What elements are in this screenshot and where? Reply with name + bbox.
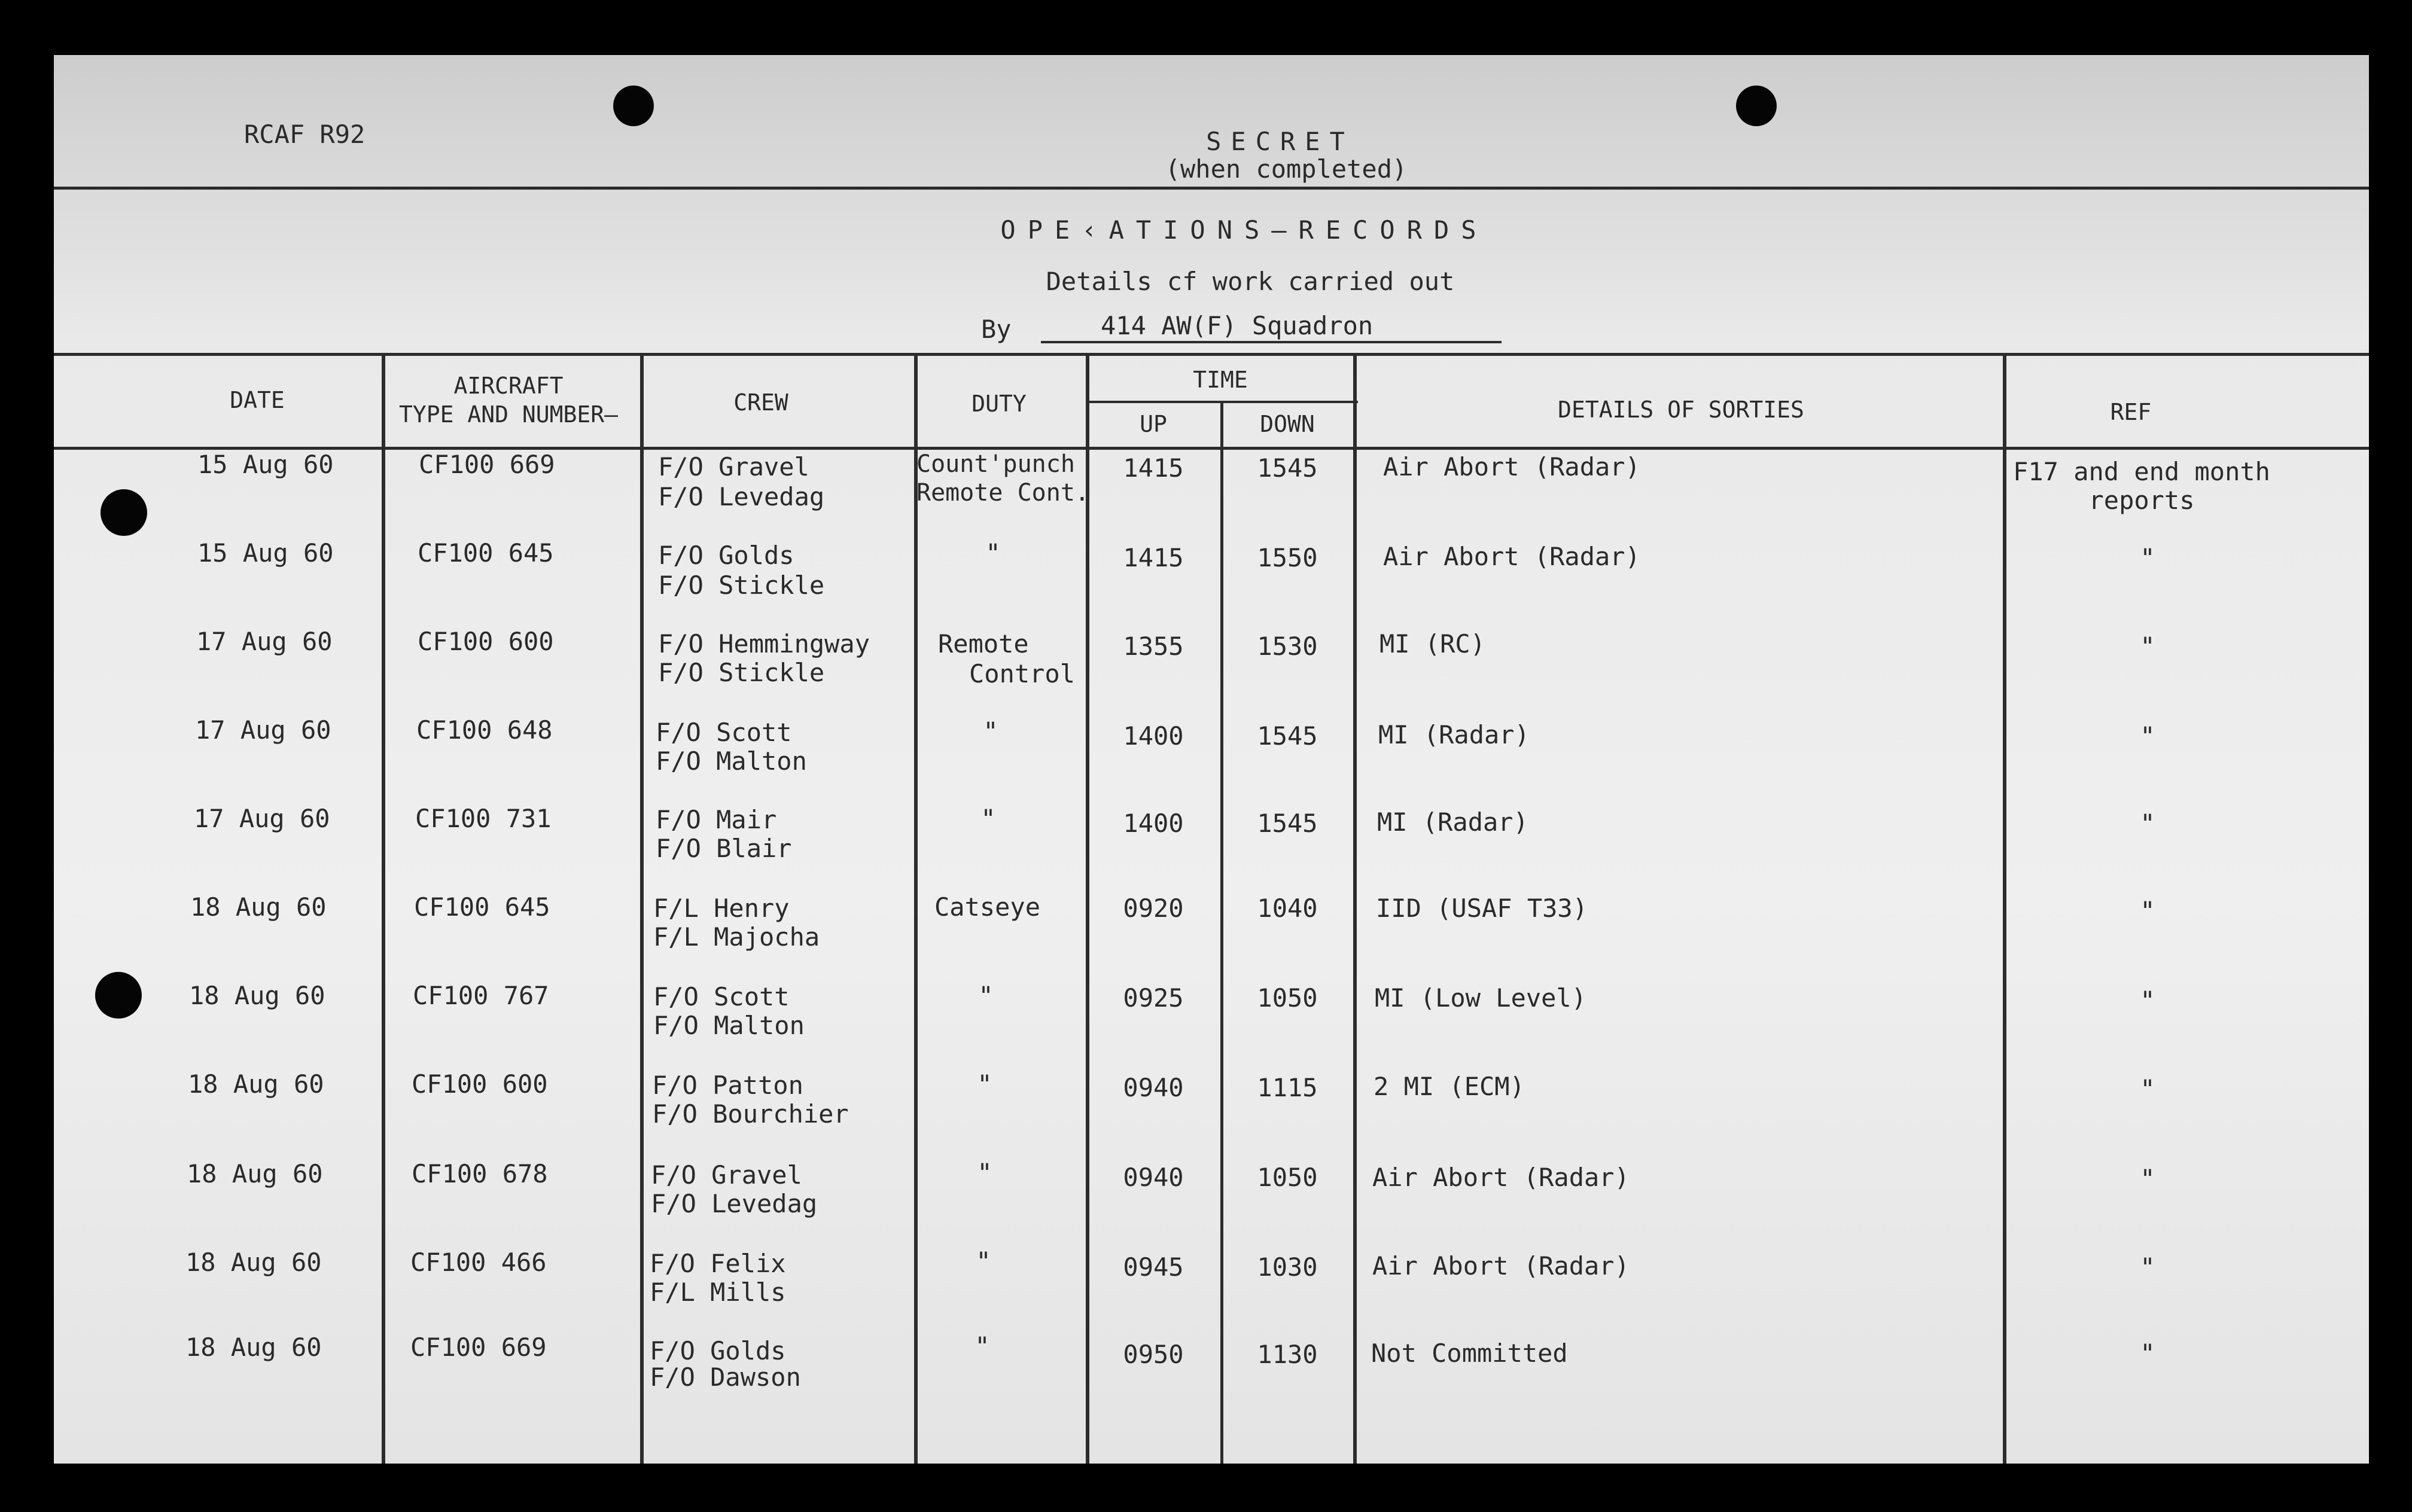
col-up: UP xyxy=(1140,411,1167,437)
cell-crew-1: F/O Scott xyxy=(653,982,790,1011)
punch-hole-icon xyxy=(95,972,142,1019)
cell-date: 17 Aug 60 xyxy=(195,715,331,745)
cell-ref: F17 and end month xyxy=(2013,457,2270,486)
cell-up: 1400 xyxy=(1123,721,1184,751)
form-subtitle: Details cf work carried out xyxy=(1046,267,1455,296)
col-ref: REF xyxy=(2110,399,2152,425)
table-row xyxy=(54,800,2369,889)
cell-aircraft: CF100 466 xyxy=(410,1248,547,1277)
cell-ref: " xyxy=(2140,1252,2155,1282)
cell-down: 1040 xyxy=(1257,894,1318,923)
punch-hole-icon xyxy=(1736,86,1777,126)
cell-details: MI (Low Level) xyxy=(1375,983,1587,1013)
cell-crew-1: F/O Felix xyxy=(650,1249,786,1278)
cell-down: 1030 xyxy=(1257,1252,1318,1282)
cell-date: 18 Aug 60 xyxy=(189,981,325,1010)
table-row xyxy=(54,1243,2369,1330)
form-title: OPE‹ATIONS–RECORDS xyxy=(1000,215,1488,245)
punch-hole-icon xyxy=(100,489,147,536)
table-row xyxy=(54,1330,2369,1420)
cell-date: 17 Aug 60 xyxy=(196,627,333,656)
cell-crew-2: F/O Stickle xyxy=(658,658,825,687)
cell-crew-2: F/O Dawson xyxy=(650,1362,801,1392)
cell-ref: " xyxy=(2140,896,2155,925)
cell-duty-1: " xyxy=(985,538,1001,568)
cell-crew-2: F/O Levedag xyxy=(658,482,825,511)
cell-crew-2: F/O Stickle xyxy=(658,571,825,600)
classification-note: (when completed) xyxy=(1165,154,1408,184)
time-subrule xyxy=(1089,401,1358,403)
cell-up: 0920 xyxy=(1123,894,1184,923)
cell-details: Not Committed xyxy=(1371,1339,1568,1368)
cell-crew-1: F/O Patton xyxy=(652,1071,803,1100)
col-date: DATE xyxy=(230,387,285,413)
cell-aircraft: CF100 645 xyxy=(414,892,550,922)
cell-down: 1050 xyxy=(1257,983,1318,1013)
cell-duty-1: " xyxy=(974,1331,990,1361)
cell-crew-2: F/O Malton xyxy=(653,1011,805,1040)
cell-up: 1415 xyxy=(1123,453,1184,483)
cell-down: 1115 xyxy=(1257,1073,1318,1102)
cell-duty-1: " xyxy=(977,1069,992,1099)
cell-duty-1: " xyxy=(976,1246,991,1276)
cell-crew-1: F/O Hemmingway xyxy=(658,629,870,659)
cell-aircraft: CF100 648 xyxy=(416,715,553,745)
cell-crew-1: F/O Mair xyxy=(656,805,777,834)
cell-duty-1: " xyxy=(977,1158,992,1187)
cell-ref: " xyxy=(2140,721,2155,751)
cell-details: Air Abort (Radar) xyxy=(1383,452,1640,481)
cell-date: 18 Aug 60 xyxy=(188,1069,324,1099)
cell-ref: " xyxy=(2140,986,2155,1015)
table-row xyxy=(54,977,2369,1066)
cell-down: 1550 xyxy=(1257,543,1318,572)
cell-duty-1: Remote xyxy=(938,629,1029,659)
cell-aircraft: CF100 600 xyxy=(418,627,554,656)
cell-crew-2: F/O Blair xyxy=(656,834,792,863)
cell-ref: " xyxy=(2140,632,2155,661)
cell-crew-1: F/O Golds xyxy=(650,1336,786,1365)
cell-date: 15 Aug 60 xyxy=(197,450,334,479)
table-row xyxy=(54,535,2369,623)
cell-details: Air Abort (Radar) xyxy=(1383,542,1640,571)
cell-aircraft: CF100 731 xyxy=(415,804,552,833)
cell-crew-2: F/O Levedag xyxy=(651,1189,818,1218)
cell-ref: " xyxy=(2140,1339,2155,1368)
cell-aircraft: CF100 645 xyxy=(418,538,554,568)
cell-up: 0945 xyxy=(1123,1252,1184,1282)
cell-duty-1: " xyxy=(978,981,994,1010)
table-row xyxy=(54,1066,2369,1154)
cell-down: 1545 xyxy=(1257,809,1318,838)
table-top-rule xyxy=(54,353,2369,356)
cell-crew-2: F/L Majocha xyxy=(653,922,820,952)
cell-aircraft: CF100 669 xyxy=(419,450,555,479)
table-row xyxy=(54,889,2369,977)
squadron-underline xyxy=(1041,341,1502,343)
cell-up: 1400 xyxy=(1123,809,1184,838)
col-aircraft-sub: TYPE AND NUMBER– xyxy=(398,401,619,428)
cell-details: MI (Radar) xyxy=(1377,807,1528,837)
header-rule xyxy=(54,187,2369,190)
cell-crew-1: F/O Scott xyxy=(656,718,792,747)
cell-crew-2: F/O Bourchier xyxy=(652,1099,849,1129)
cell-crew-1: F/O Golds xyxy=(658,541,794,570)
cell-ref: " xyxy=(2140,1164,2155,1193)
cell-ref: " xyxy=(2140,1074,2155,1103)
cell-ref: " xyxy=(2140,809,2155,838)
cell-details: Air Abort (Radar) xyxy=(1372,1251,1630,1281)
cell-ref-2: reports xyxy=(2088,486,2195,515)
cell-date: 18 Aug 60 xyxy=(185,1333,322,1362)
form-code: RCAF R92 xyxy=(244,120,366,149)
cell-duty-1: Catseye xyxy=(934,892,1041,922)
cell-duty-1: " xyxy=(980,804,996,833)
cell-down: 1545 xyxy=(1257,721,1318,751)
col-duty: DUTY xyxy=(972,391,1027,417)
table-row xyxy=(54,1154,2369,1243)
cell-date: 18 Aug 60 xyxy=(185,1248,322,1277)
cell-crew-2: F/O Malton xyxy=(656,746,807,776)
col-aircraft: AIRCRAFT xyxy=(453,373,564,399)
cell-date: 17 Aug 60 xyxy=(194,804,330,833)
col-time: TIME xyxy=(1193,367,1248,393)
cell-duty-1: Count'punch xyxy=(916,450,1075,478)
cell-ref: " xyxy=(2140,543,2155,572)
cell-details: MI (Radar) xyxy=(1378,720,1530,749)
table-row xyxy=(54,623,2369,712)
table-row xyxy=(54,446,2369,536)
cell-crew-1: F/L Henry xyxy=(653,894,790,923)
classification: SECRET xyxy=(1206,127,1354,156)
cell-date: 18 Aug 60 xyxy=(187,1159,323,1188)
cell-down: 1545 xyxy=(1257,453,1318,483)
cell-crew-1: F/O Gravel xyxy=(651,1160,802,1190)
squadron-name: 414 AW(F) Squadron xyxy=(1101,311,1374,340)
col-down: DOWN xyxy=(1260,411,1315,437)
cell-down: 1530 xyxy=(1257,632,1318,661)
cell-down: 1050 xyxy=(1257,1163,1318,1192)
cell-crew-1: F/O Gravel xyxy=(658,452,809,481)
cell-details: IID (USAF T33) xyxy=(1376,894,1588,923)
cell-aircraft: CF100 678 xyxy=(412,1159,548,1188)
col-crew: CREW xyxy=(733,389,788,416)
cell-up: 0950 xyxy=(1123,1340,1184,1369)
document-sheet xyxy=(54,55,2369,1464)
cell-up: 0925 xyxy=(1123,983,1184,1013)
cell-details: 2 MI (ECM) xyxy=(1374,1072,1525,1101)
cell-up: 0940 xyxy=(1123,1163,1184,1192)
cell-duty-2: Remote Cont. xyxy=(916,479,1089,507)
cell-up: 1355 xyxy=(1123,632,1184,661)
cell-date: 15 Aug 60 xyxy=(197,538,334,568)
cell-details: MI (RC) xyxy=(1379,629,1486,659)
cell-aircraft: CF100 669 xyxy=(410,1333,547,1362)
col-details: DETAILS OF SORTIES xyxy=(1558,397,1804,423)
cell-aircraft: CF100 767 xyxy=(413,981,549,1010)
cell-date: 18 Aug 60 xyxy=(190,892,327,922)
cell-down: 1130 xyxy=(1257,1340,1318,1369)
cell-crew-2: F/L Mills xyxy=(650,1278,786,1307)
cell-duty-1: " xyxy=(983,717,998,746)
cell-up: 0940 xyxy=(1123,1073,1184,1102)
cell-duty-2: Control xyxy=(969,659,1076,688)
cell-aircraft: CF100 600 xyxy=(412,1069,548,1099)
punch-hole-icon xyxy=(613,86,654,126)
table-row xyxy=(54,712,2369,800)
cell-details: Air Abort (Radar) xyxy=(1372,1163,1630,1192)
cell-up: 1415 xyxy=(1123,543,1184,572)
by-label: By xyxy=(981,315,1012,344)
